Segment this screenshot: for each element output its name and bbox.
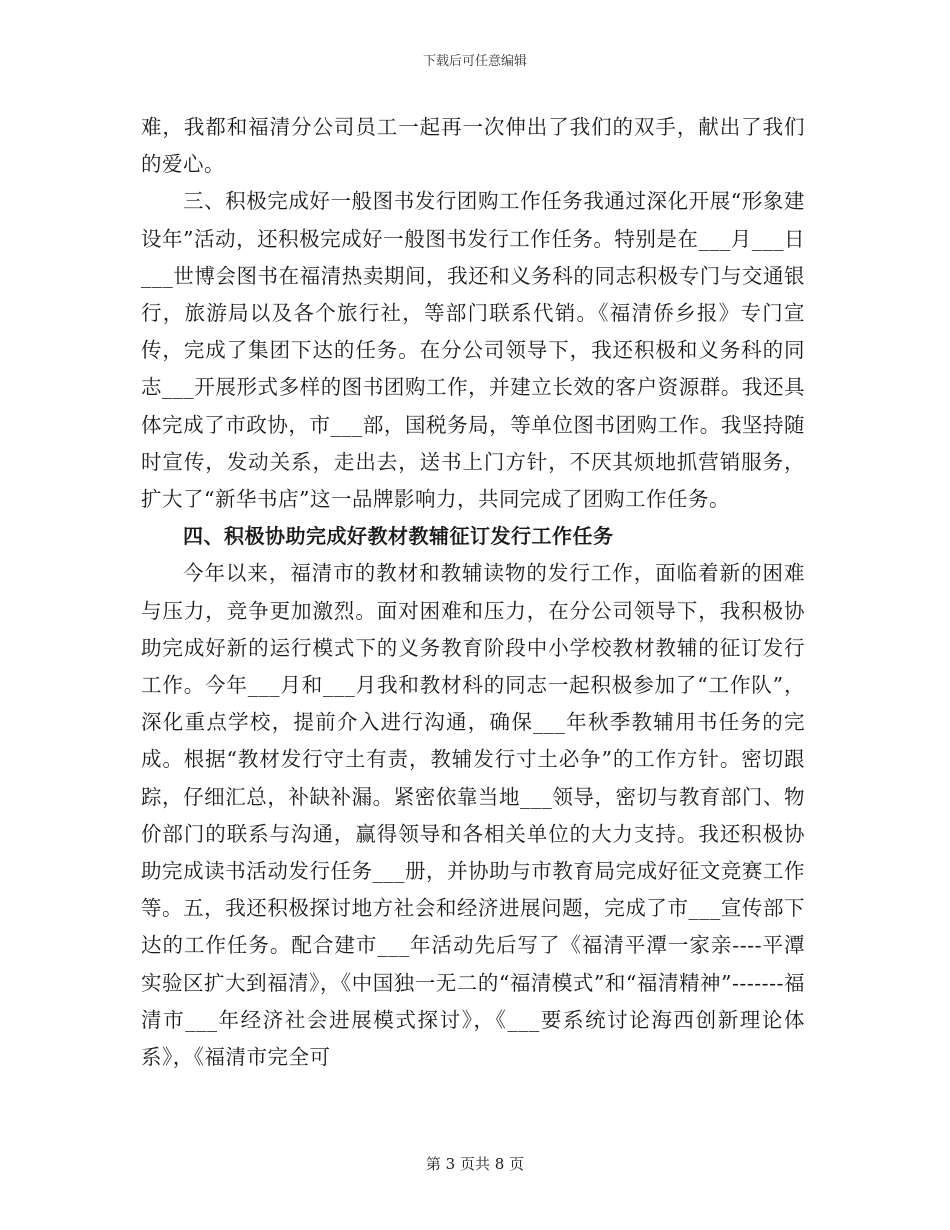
section-heading-four: 四、积极协助完成好教材教辅征订发行工作任务 xyxy=(183,524,614,549)
document-body xyxy=(141,109,805,1076)
paragraph-continuation: 难，我都和福清分公司员工一起再一次伸出了我们的双手，献出了我们的爱心。 xyxy=(141,115,805,177)
page-header: 下载后可任意编辑 xyxy=(422,54,527,69)
paragraph-section-three: 三、积极完成好一般图书发行团购工作任务我通过深化开展“形象建设年”活动，还积极完成好一般图书发行工作任务。特别是在___月___日___世博会图书在福清热卖期间，我还和义务科的同志积极专门与交通银行，旅游局以及各个旅行社，等部门联系代销。《福清侨乡报》专门宣传，完成了集团下达的任务。在分公司领导下，我还积极和义务科的同志___开展形式多样的图书团购工作，并建立长效的客户资源群。我还具体完成了市政协，市___部，国税务局，等单位图书团购工作。我坚持随时宣传，发动关系，走出去，送书上门方针，不厌其烦地抓营销服务，扩大了“新华书店”这一品牌影响力，共同完成了团购工作任务。 xyxy=(141,189,805,512)
paragraph-section-four: 今年以来，福清市的教材和教辅读物的发行工作，面临着新的困难与压力，竞争更加激烈。面对困难和压力，在分公司领导下，我积极协助完成好新的运行模式下的义务教育阶段中小学校教材教辅的征订发行工作。今年___月和___月我和教材科的同志一起积极参加了“工作队”，深化重点学校，提前介入进行沟通，确保___年秋季教辅用书任务的完成。根据“教材发行守土有责，教辅发行寸土必争”的工作方针。密切跟踪，仔细汇总，补缺补漏。紧密依靠当地___领导，密切与教育部门、物价部门的联系与沟通，赢得领导和各相关单位的大力支持。我还积极协助完成读书活动发行任务___册，并协助与市教育局完成好征文竞赛工作等。五，我还积极探讨地方社会和经济进展问题，完成了市___宣传部下达的工作任务。配合建市___年活动先后写了《福清平潭一家亲----平潭实验区扩大到福清》，《中国独一无二的“福清模式”和“福清精神”-------福清市___年经济社会进展模式探讨》，《___要系统讨论海西创新理论体系》，《福清市完全可 xyxy=(141,561,805,1070)
page-number-footer: 第 3 页共 8 页 xyxy=(425,1155,525,1173)
